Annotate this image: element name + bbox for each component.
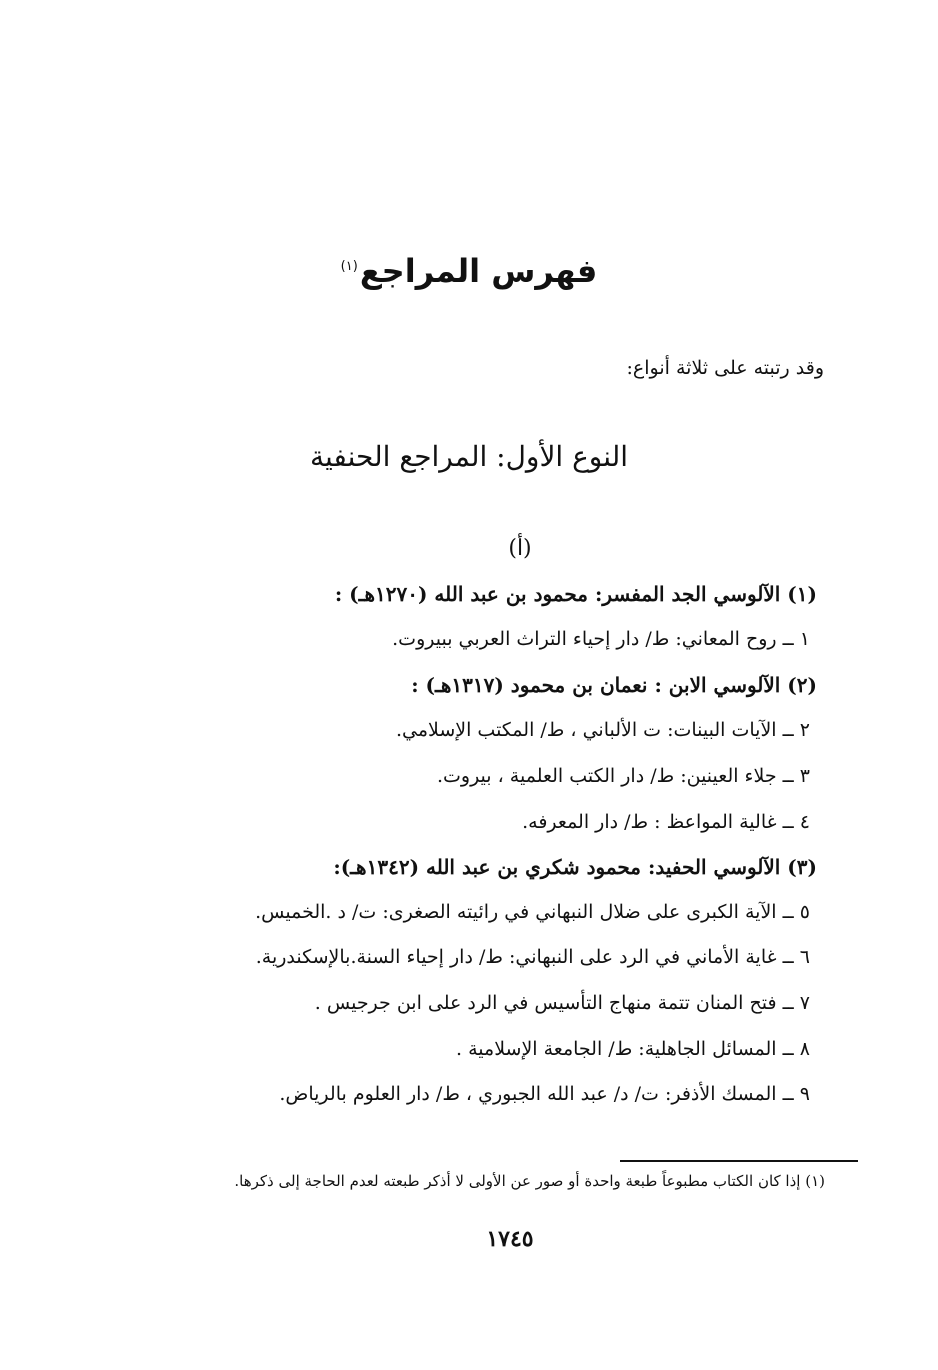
page-title — [0, 252, 938, 290]
reference-entry-2: ٢ ــ الآيات البينات: ت الألباني ، ط/ المكتب الإسلامي. — [395, 719, 810, 741]
author-heading-1: (١) الآلوسي الجد المفسر: محمود بن عبد الله (١٢٧٠هـ) : — [334, 582, 817, 606]
letter-heading: (أ) — [508, 536, 532, 561]
footnote-divider — [620, 1160, 858, 1162]
author-heading-2: (٢) الآلوسي الابن : نعمان بن محمود (١٣١٧هـ) : — [411, 673, 817, 697]
reference-entry-4: ٤ ــ غالية المواعظ : ط/ دار المعرفه. — [522, 811, 810, 833]
reference-entry-7: ٧ ــ فتح المنان تتمة منهاج التأسيس في الرد على ابن جرجيس . — [314, 992, 810, 1014]
reference-entry-8: ٨ ــ المسائل الجاهلية: ط/ الجامعة الإسلامية . — [456, 1038, 810, 1060]
reference-entry-6: ٦ ــ غاية الأماني في الرد على النبهاني: ط/ دار إحياء السنة.بالإسكندرية. — [255, 946, 810, 968]
intro-text: وقد رتبته على ثلاثة أنواع: — [626, 357, 824, 379]
section-heading: النوع الأول: المراجع الحنفية — [309, 440, 629, 473]
footnote-marker: (١) — [340, 259, 358, 275]
footnote-text: (١) إذا كان الكتاب مطبوعاً طبعة واحدة أو صور عن الأولى لا أذكر طبعته لعدم الحاجة إلى ذكرها. — [234, 1172, 825, 1190]
reference-entry-5: ٥ ــ الآية الكبرى على ضلال النبهاني في رائيته الصغرى: ت/ د .الخميس. — [255, 901, 810, 923]
reference-entry-1: ١ ــ روح المعاني: ط/ دار إحياء التراث العربي ببيروت. — [392, 628, 810, 650]
author-heading-3: (٣) الآلوسي الحفيد: محمود شكري بن عبد الله (١٣٤٢هـ): — [333, 855, 817, 879]
page-number: ١٧٤٥ — [486, 1226, 534, 1252]
reference-entry-3: ٣ ــ جلاء العينين: ط/ دار الكتب العلمية ، بيروت. — [436, 765, 810, 787]
page-title-text: فهرس المراجع — [359, 252, 598, 290]
reference-entry-9: ٩ ــ المسك الأذفر: ت/ د/ عبد الله الجبوري ، ط/ دار العلوم بالرياض. — [279, 1083, 810, 1105]
